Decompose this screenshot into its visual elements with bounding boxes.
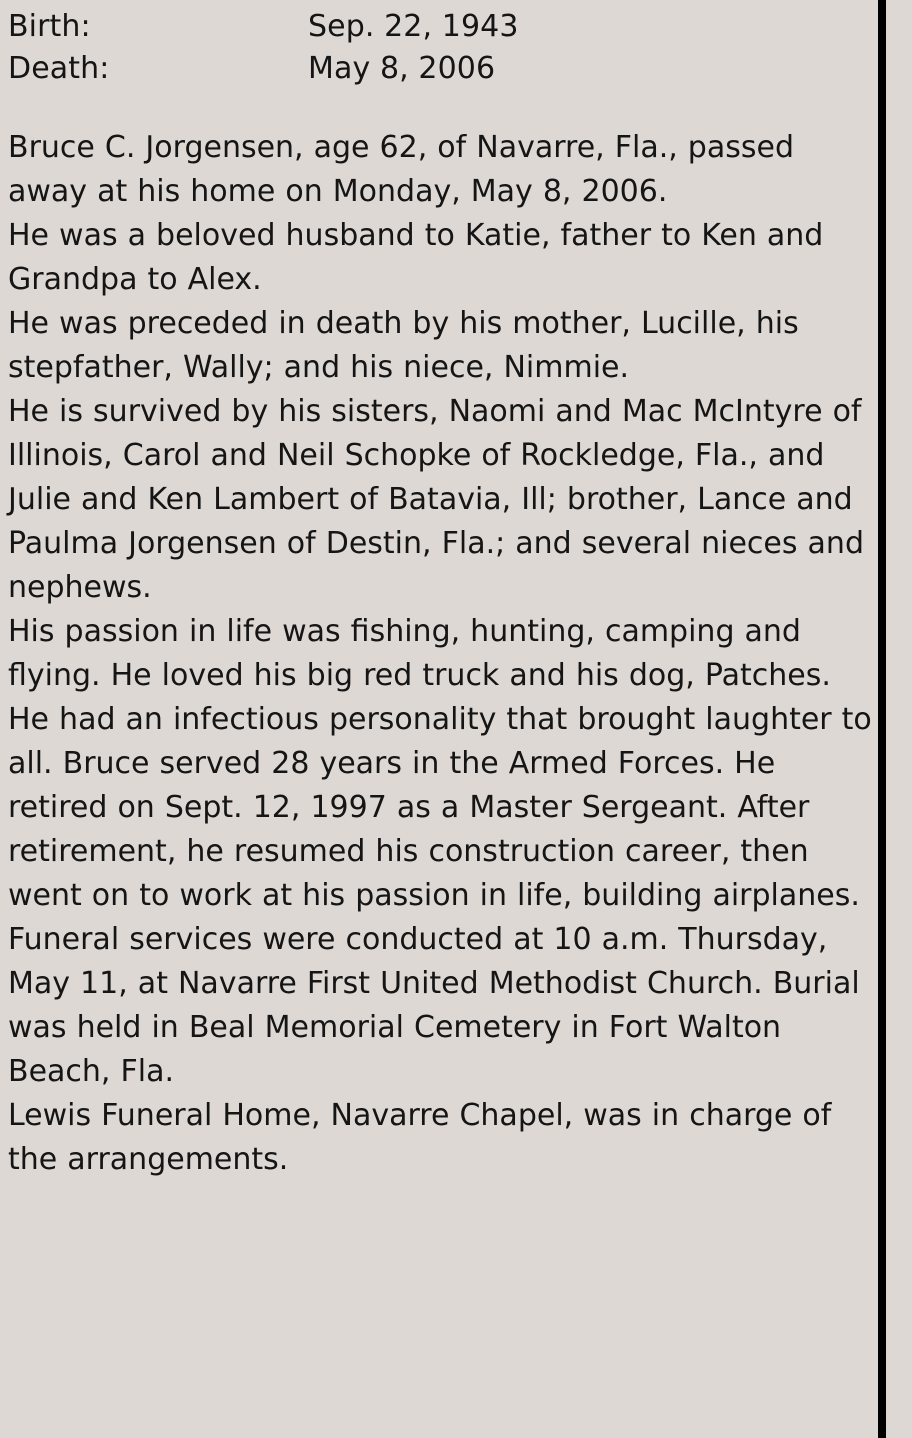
obituary-paragraph: He was preceded in death by his mother, Lucille, his stepfather, Wally; and his niece, Nimmie. xyxy=(8,306,799,385)
birth-row xyxy=(8,6,876,48)
death-label: Death: xyxy=(8,51,110,86)
birth-label: Birth: xyxy=(8,9,91,44)
death-value: May 8, 2006 xyxy=(308,51,496,86)
obituary-paragraph: Funeral services were conducted at 10 a.m. Thursday, May 11, at Navarre First United Methodist Church. Burial was held in Beal Memorial Cemetery in Fort Walton Beach, Fla. xyxy=(8,922,860,1089)
obituary-paragraph: Lewis Funeral Home, Navarre Chapel, was in charge of the arrangements. xyxy=(8,1098,832,1177)
obituary-paragraph: Bruce C. Jorgensen, age 62, of Navarre, Fla., passed away at his home on Monday, May 8, 2006. xyxy=(8,130,794,209)
right-page-strip xyxy=(886,0,912,1438)
birth-value: Sep. 22, 1943 xyxy=(308,9,519,44)
obituary-paragraph: He is survived by his sisters, Naomi and Mac McIntyre of Illinois, Carol and Neil Schopke of Rockledge, Fla., and Julie and Ken Lambert of Batavia, Ill; brother, Lance and Paulma Jorgensen of Destin, Fla.; and several nieces and nephews. xyxy=(8,394,864,605)
death-row xyxy=(8,48,876,90)
obituary-paragraph: He was a beloved husband to Katie, father to Ken and Grandpa to Alex. xyxy=(8,218,824,297)
obituary-content xyxy=(8,6,876,1182)
field-body-spacer xyxy=(8,90,876,126)
obituary-paragraph: His passion in life was fishing, hunting, camping and flying. He loved his big red truck and his dog, Patches. He had an infectious personality that brought laughter to all. Bruce served 28 years in the Armed Forces. He retired on Sept. 12, 1997 as a Master Sergeant. After retirement, he resumed his construction career, then went on to work at his passion in life, building airplanes. xyxy=(8,614,872,913)
